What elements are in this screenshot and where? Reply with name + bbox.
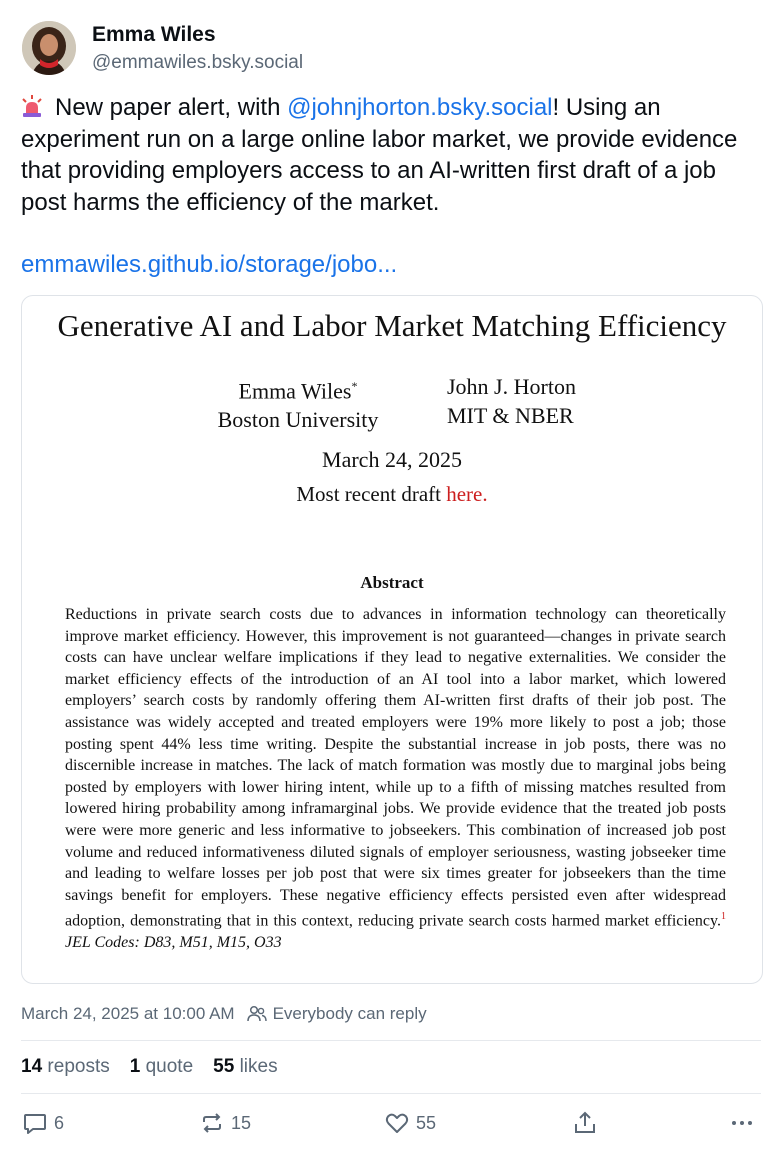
more-dots-icon <box>729 1110 755 1136</box>
abstract-heading: Abstract <box>360 573 424 592</box>
avatar[interactable] <box>22 21 76 75</box>
abstract-text: Reductions in private search costs due to advances in information technology can theoretically improve market efficiency. However, this improvement is not guaranteed—changes in private search costs can have unclear welfare implications if they lead to negative externalities. We consider the market efficiency effects of the introduction of an AI tool into a labor market, which lowered employers’ search costs by randomly offering them AI-written first drafts of their job post. The assistance was widely accepted and treated employers were 19% more likely to post a job; those posting spent 44% less time writing. Despite the substantial increase in job posts, there was no discernible increase in matches. The lack of match formation was mostly due to marginal jobs being posted by employers with lower hiring intent, while up to a fifth of missing matches resulted from lowered hiring probability among inframarginal jobs. We provide evidence that the treated job posts were were more generic and less informative to jobseekers. This combination of increased job post volume and reduced informativeness diluted signals of employer seriousness, wasting jobseeker time and leading to welfare losses per job post that were six times greater for jobseekers than the time savings benefit for employers. These negative efficiency effects persisted even after widespread adoption, demonstrating that in this context, reducing private search costs harmed market efficiency. <box>65 606 726 930</box>
author1-affiliation: Boston University <box>217 407 379 433</box>
people-icon <box>247 1005 267 1023</box>
divider <box>21 1040 761 1041</box>
more-options-button[interactable] <box>729 1110 761 1136</box>
reposts-stat[interactable] <box>21 1056 110 1078</box>
engagement-stats <box>21 1056 278 1078</box>
repost-button[interactable] <box>199 1110 251 1136</box>
post-timestamp[interactable]: March 24, 2025 at 10:00 AM <box>21 1004 235 1023</box>
paper-date: March 24, 2025 <box>322 447 462 472</box>
divider <box>21 1093 761 1094</box>
siren-emoji-icon <box>21 94 43 118</box>
author-name[interactable]: Emma Wiles <box>92 23 216 46</box>
author2-affiliation: MIT & NBER <box>447 403 574 428</box>
repost-icon <box>199 1110 225 1136</box>
reply-icon <box>22 1110 48 1136</box>
author-handle[interactable]: @emmawiles.bsky.social <box>92 52 304 73</box>
reply-button[interactable] <box>22 1110 64 1136</box>
action-bar <box>0 1110 782 1140</box>
paper-title: Generative AI and Labor Market Matching Efficiency <box>57 308 727 343</box>
share-button[interactable] <box>572 1110 604 1136</box>
reply-setting: Everybody can reply <box>272 1004 427 1023</box>
repost-count: 15 <box>231 1112 252 1133</box>
reposts-count: 14 <box>21 1056 43 1077</box>
paper-page <box>22 296 762 983</box>
jel-codes: JEL Codes: D83, M51, M15, O33 <box>65 934 282 952</box>
post-meta <box>21 1004 427 1024</box>
paper-author-2 <box>447 372 647 430</box>
paper-draft-note <box>22 482 762 507</box>
quotes-stat[interactable] <box>130 1056 193 1078</box>
draft-link: here. <box>446 482 488 506</box>
post-text-start: New paper alert, with <box>55 94 288 121</box>
heart-icon <box>384 1110 410 1136</box>
paper-author-1 <box>208 372 388 434</box>
external-link[interactable]: emmawiles.github.io/storage/jobo... <box>21 251 398 278</box>
post-text <box>21 92 761 218</box>
reposts-label: reposts <box>47 1056 110 1077</box>
abstract-body <box>65 604 726 954</box>
quotes-count: 1 <box>129 1056 141 1077</box>
likes-count: 55 <box>213 1056 235 1077</box>
embedded-image[interactable] <box>21 295 763 984</box>
avatar-image <box>22 21 76 75</box>
share-icon <box>572 1110 598 1136</box>
like-button[interactable] <box>384 1110 436 1136</box>
draft-text: Most recent draft <box>296 482 447 506</box>
author1-footnote-mark: * <box>351 379 358 393</box>
post-text-end: ! Using an experiment run on a large online labor market, we provide evidence that providing employers access to an AI-written first draft of a job post harms the efficiency of the market. <box>21 94 738 216</box>
footnote-mark: 1 <box>721 911 726 923</box>
author2-name: John J. Horton <box>447 374 576 399</box>
reply-count: 6 <box>54 1112 65 1133</box>
author1-name: Emma Wiles <box>238 378 352 404</box>
likes-label: likes <box>239 1056 278 1077</box>
quotes-label: quote <box>145 1056 194 1077</box>
mention-link[interactable]: @johnjhorton.bsky.social <box>287 94 553 121</box>
likes-stat[interactable] <box>213 1056 277 1078</box>
like-count: 55 <box>416 1112 437 1133</box>
